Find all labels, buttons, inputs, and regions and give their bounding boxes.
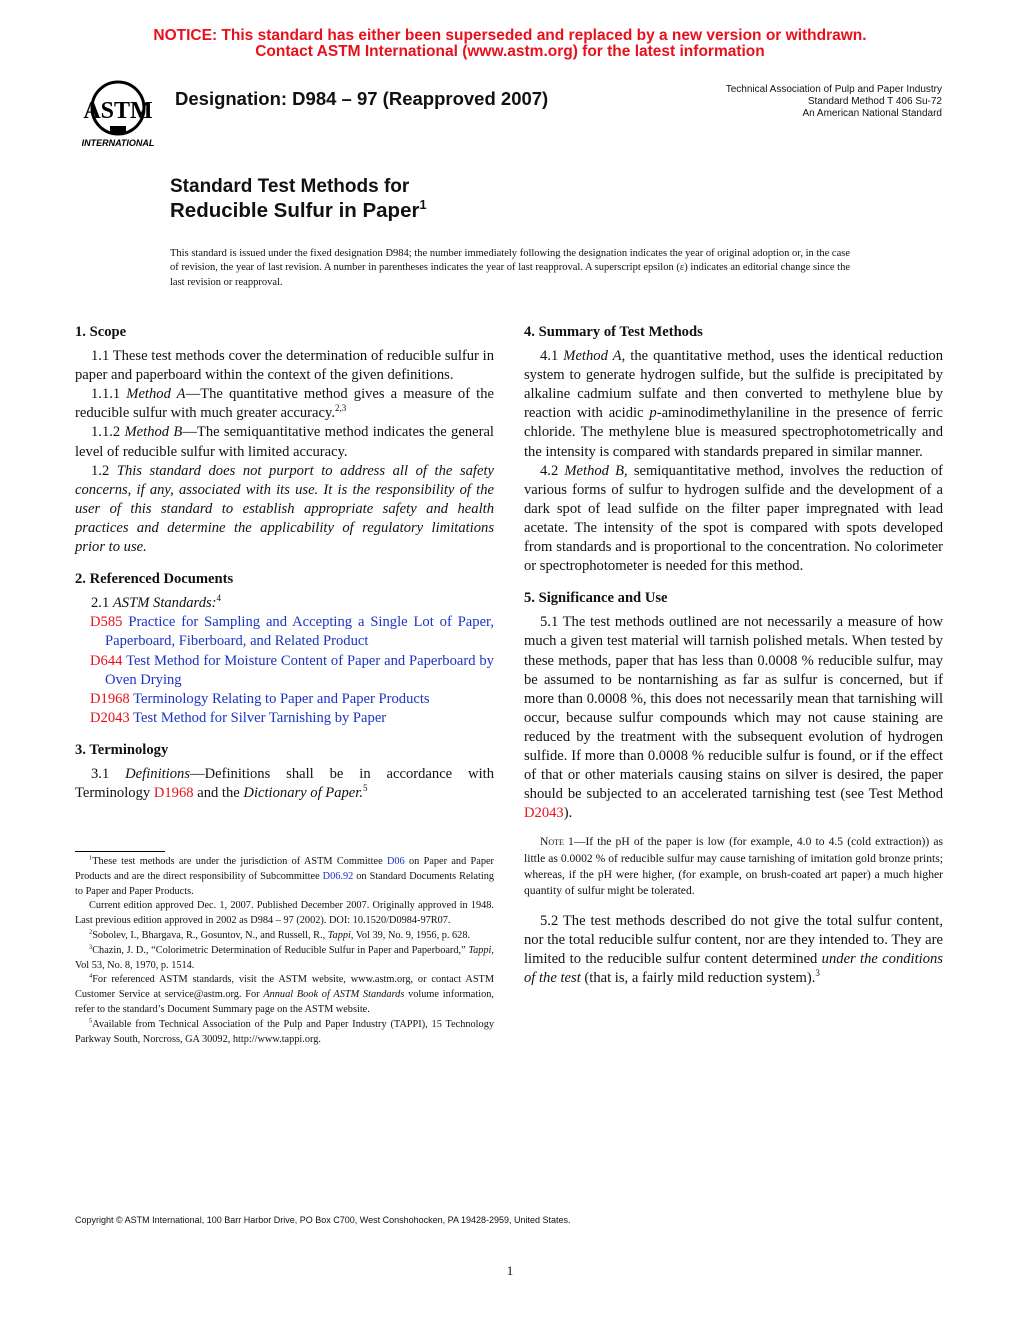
intro-paragraph: This standard is issued under the fixed designation D984; the number immediately following the designation indicates the year of original adoption or, in the case of revision, the year of last revision. A number in parentheses indicates the year of last reapproval. A superscript epsilon (ε) indicates an editorial change since the last revision or reapproval. <box>170 248 850 288</box>
section-5-heading: 5. Significance and Use <box>524 590 668 607</box>
ref-d2043 <box>75 709 494 728</box>
notice-line-2: Contact ASTM International (www.astm.org) for the latest information <box>255 43 765 60</box>
footnote-3: $^3$Chazin, J. D., “Colorimetric Determination of Reducible Sulfur in Paper and Paperboard,” Tappi, Vol 53, No. 8, 1970, p. 1514. <box>75 943 494 971</box>
footnote-1: $^1$These test methods are under the jurisdiction of ASTM Committee D06 on Paper and Paper Products and are the direct responsibility of Subcommittee D06.92 on Standard Documents Relating to Paper and Paper Products. <box>75 854 494 897</box>
ref-d585 <box>75 613 494 651</box>
ref-title-d644[interactable]: Test Method for Moisture Content of Paper and Paperboard by Oven Drying <box>105 652 494 688</box>
note-1: Note 1—If the pH of the paper is low (for example, 4.0 to 4.5 (cold extraction)) as little as 0.0002 % of reducible sulfur may cause tarnishing of imitation gold bronze prints; whereas, if the pH were higher, (for example, on brush-coated art paper) a much higher quantity of sulfur might be tolerated. <box>524 835 944 898</box>
ref-title-d1968[interactable]: Terminology Relating to Paper and Paper Products <box>133 690 430 707</box>
title-footnote-ref[interactable]: 1 <box>419 197 427 213</box>
ref-title-d585[interactable]: Practice for Sampling and Accepting a Single Lot of Paper, Paperboard, Fiberboard, and Related Product <box>105 614 494 650</box>
term-link-d1968[interactable]: D1968 <box>153 785 194 802</box>
para-1-1-1: 1.1.1 Method A—The quantitative method gives a measure of the reducible sulfur with much greater accuracy.$^{2,3}$ <box>75 386 494 422</box>
tappi-line-2: Standard Method T 406 Su-72 <box>807 96 942 107</box>
astm-logo-icon <box>74 76 162 152</box>
ref-link-d2043[interactable]: D2043 <box>90 709 130 726</box>
copyright: Copyright © ASTM International, 100 Barr Harbor Drive, PO Box C700, West Conshohocken, PA 19428-2959, United States. <box>75 1215 571 1225</box>
section-4-heading: 4. Summary of Test Methods <box>524 324 703 340</box>
para-1-1: 1.1 These test methods cover the determination of reducible sulfur in paper and paperboard within the context of the given definitions. <box>75 348 494 384</box>
footnotes <box>75 855 494 1047</box>
ref-title-d2043[interactable]: Test Method for Silver Tarnishing by Paper <box>133 709 387 726</box>
ref-link-d585[interactable]: D585 <box>90 614 123 631</box>
right-column <box>524 323 943 988</box>
left-column <box>75 323 494 803</box>
title-line-2 <box>170 199 427 223</box>
notice-line-1: NOTICE: This standard has either been superseded and replaced by a new version or withdrawn. <box>153 27 867 44</box>
ref-link-d1968[interactable]: D1968 <box>90 690 130 707</box>
section-1-heading: 1. Scope <box>75 324 127 340</box>
page-number: 1 <box>506 1263 514 1278</box>
para-5-1: 5.1 The test methods outlined are not necessarily a measure of how much a given test material will tarnish polished metals. When tested by these methods, paper that has less than 0.0008 % reducible sulfur, may be assumed to be nontarnishing as far as sulfur is concerned, but if more than 0.0008 %, this does not necessarily mean that tarnishing will occur, because sulfur compounds which may not cause staining are reduced by the treatment with the subsequent evolution of hydrogen sulfide. If more than 0.0008 % reducible sulfur is found, or if the effect of that or other materials causing stains on silver is desired, the paper should be subjected to an accelerated tarnishing test (see Test Method D2043). <box>524 614 943 822</box>
sig-link-d2043[interactable]: D2043 <box>524 805 564 822</box>
para-4-2: 4.2 Method B, semiquantitative method, involves the reduction of various forms of sulfur to hydrogen sulfide and the development of a dark spot of lead sulfide on the filter paper impregnated with lead acetate. The intensity of the spot is compared with spots developed from standards and is proportional to the concentration. No colorimeter or spectrophotometer is needed for this method. <box>524 462 943 575</box>
ref-d644 <box>75 652 494 690</box>
footnote-rule <box>75 851 165 852</box>
footnote-5: $^5$Available from Technical Association of the Pulp and Paper Industry (TAPPI), 15 Technology Parkway South, Norcross, GA 30092, http://www.tappi.org. <box>75 1017 494 1045</box>
logo-subtext: INTERNATIONAL <box>81 138 155 148</box>
tappi-line-1: Technical Association of Pulp and Paper Industry <box>725 84 942 95</box>
ref-d1968 <box>75 690 494 709</box>
ref-link-d644[interactable]: D644 <box>90 652 123 669</box>
para-1-1-2: 1.1.2 Method B—The semiquantitative method indicates the general level of reducible sulfur with limited accuracy. <box>75 424 494 460</box>
section-3-heading: 3. Terminology <box>75 741 169 758</box>
para-4-1: 4.1 Method A, the quantitative method, uses the identical reduction system to generate hydrogen sulfide, but the sulfide is precipitated by alkaline cadmium sulfate and then converted to methylene blue by reaction with acidic p-aminodimethylaniline in the presence of ferric chloride. The methylene blue is measured spectrophotometrically and the intensity is compared with standards prepared in similar manner. <box>524 348 943 460</box>
section-2-heading: 2. Referenced Documents <box>75 571 234 588</box>
tappi-block <box>726 84 942 120</box>
astm-logo <box>74 76 162 152</box>
footnote-4: $^4$For referenced ASTM standards, visit the ASTM website, www.astm.org, or contact ASTM Customer Service at service@astm.org. For Annual Book of ASTM Standards volume information, refer to the standard’s Document Summary page on the ASTM website. <box>75 972 494 1015</box>
logo-mark-text: ASTM <box>83 98 153 124</box>
footnote-2: $^2$Sobolev, I., Bhargava, R., Gosuntov, N., and Russell, R., Tappi, Vol 39, No. 9, 1956, p. 628. <box>89 928 471 941</box>
tappi-line-3: An American National Standard <box>802 108 942 119</box>
fn-link-d06[interactable]: D06 <box>386 856 405 867</box>
title-text: Reducible Sulfur in Paper <box>170 199 420 222</box>
fn-link-d0692[interactable]: D06.92 <box>322 870 354 882</box>
para-3-1: 3.1 Definitions—Definitions shall be in accordance with Terminology D1968 and the Dictionary of Paper.$^5$ <box>75 765 495 802</box>
designation: Designation: D984 – 97 (Reapproved 2007) <box>175 88 549 109</box>
title-line-1: Standard Test Methods for <box>170 176 410 197</box>
para-2-1: 2.1 ASTM Standards:$^4$ <box>91 593 222 612</box>
para-5-2: 5.2 The test methods described do not give the total sulfur content, nor the total reducible sulfur content, nor are they intended to. They are limited to the reducible sulfur content determined under the conditions of the test (that is, a fairly mild reduction system).$^3$ <box>524 912 943 986</box>
para-1-2: 1.2 This standard does not purport to address all of the safety concerns, if any, associated with its use. It is the responsibility of the user of this standard to establish appropriate safety and health practices and determine the applicability of regulatory limitations prior to use. <box>75 462 494 556</box>
footnote-1-edition: Current edition approved Dec. 1, 2007. Published December 2007. Originally approved in 1948. Last previous edition approved in 2002 as D984 – 97 (2002). DOI: 10.1520/D0984-97R07. <box>75 900 494 927</box>
